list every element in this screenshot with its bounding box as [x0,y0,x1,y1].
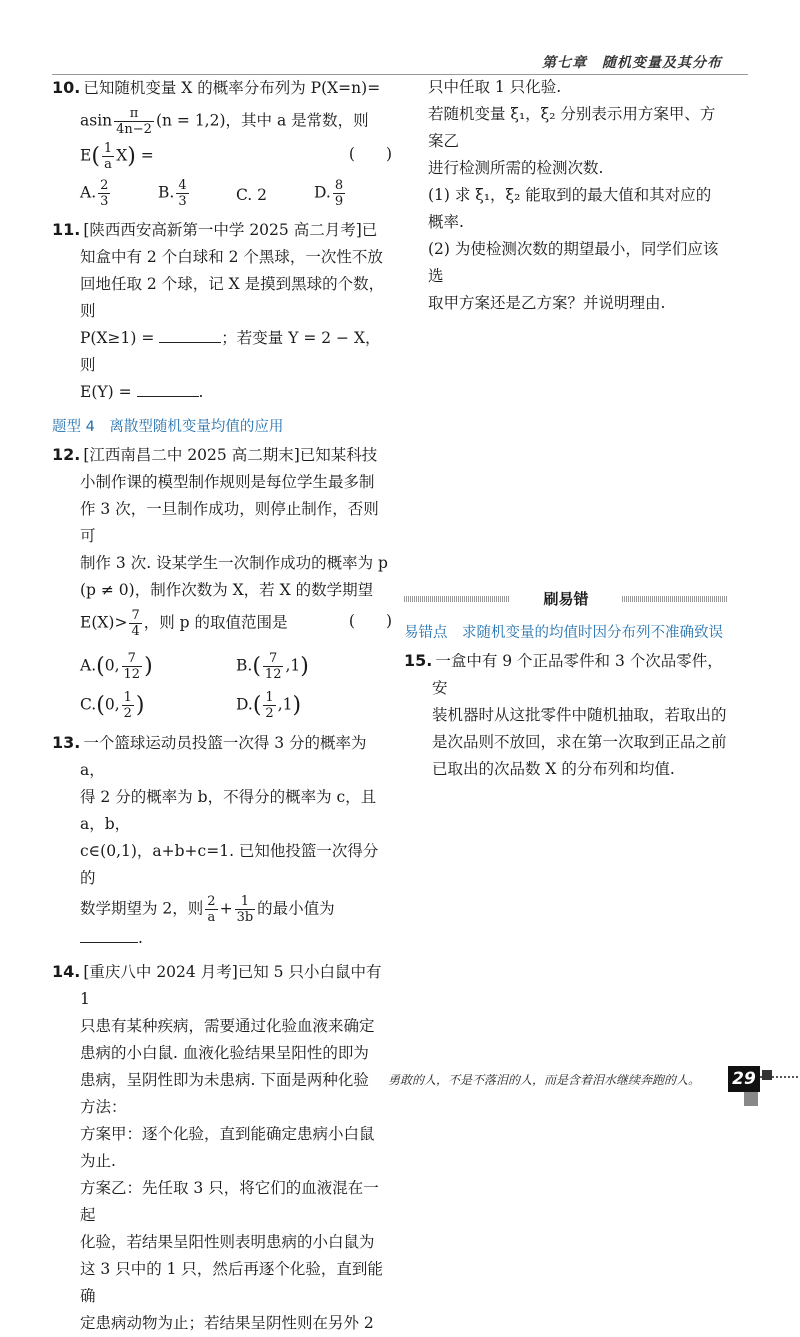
q12-options-row1 [52,651,392,682]
q14-cont-line6: (2) 为使检测次数的期望最小，同学们应该选 [428,240,719,285]
q14-line4: 患病，呈阴性即为未患病. 下面是两种化验 [80,1071,369,1089]
q14-line2: 只患有某种疾病，需要通过化验血液来确定 [80,1017,375,1035]
q12-line6b: ，则 p 的取值范围是 [143,613,288,632]
q11-line4b: ；若变量 Y = 2 − X，则 [80,329,381,374]
q12-answer-paren: ( ) [348,612,392,630]
q14-cont-line1: 只中任取 1 只化验. [428,78,562,96]
q14-cont-line3: 进行检测所需的检测次数. [428,159,604,177]
q11-line2: 知盒中有 2 个白球和 2 个黑球，一次性不放 [80,248,383,266]
q12-line4: 制作 3 次. 设某学生一次制作成功的概率为 p [80,554,388,572]
q13-line3: c∈(0,1)，a+b+c=1. 已知他投篮一次得分的 [80,842,379,887]
q12-option-c: C.(0, $\frac{1}{2}$ ) [80,690,145,721]
q11-line5a: E(Y) = [80,383,132,401]
q14-line10: 这 3 只中的 1 只，然后再逐个化验，直到能确 [80,1260,383,1305]
q14-line5: 方法： [80,1098,127,1116]
footer-square-dark [762,1070,772,1080]
q11-number: 11. [52,220,81,239]
q14-line7: 为止. [80,1152,116,1170]
q13-number: 13. [52,733,81,752]
q15-line4: 已取出的次品数 X 的分布列和均值. [432,760,675,778]
q12-option-d: D.( $\frac{1}{2}$ ,1) [236,690,302,721]
q10-option-b: B. $\frac{4}{3}$ [158,178,187,209]
error-point-title: 易错点 求随机变量的均值时因分布列不准确致误 [404,625,723,641]
q11-line1: [陕西西安高新第一中学 2025 高二月考]已 [83,221,378,239]
q14-line11: 定患病动物为止；若结果呈阴性则在另外 2 [80,1314,374,1332]
left-column [52,74,392,1337]
q13-fraction-1: $\frac{2}{a}$ [207,894,216,925]
q12-line5: (p ≠ 0)，制作次数为 X，若 X 的数学期望 [80,581,374,599]
q13-line1: 一个篮球运动员投篮一次得 3 分的概率为 a， [80,734,367,779]
q14-line8: 方案乙：先任取 3 只，将它们的血液混在一起 [80,1179,379,1224]
q10-option-d: D. $\frac{8}{9}$ [314,178,344,209]
question-11: 11. [陕西西安高新第一中学 2025 高二月考]已 知盒中有 2 个白球和 2 个黑球，一次性不放 回地任取 2 个球，记 X 是摸到黑球的个数，则 P(X≥1) = ；若变量 Y = 2 − X，则 E(Y) = . [52,216,392,406]
banner-rule-left [404,596,510,602]
q13-blank [80,928,138,943]
q12-line3: 作 3 次，一旦制作成功，则停止制作，否则可 [80,500,379,545]
q11-blank-2 [137,382,199,397]
q15-line1: 一盒中有 9 个正品零件和 3 个次品零件，安 [432,652,723,697]
question-14 [52,958,392,1337]
q12-option-b: B.( $\frac{7}{12}$ ,1) [236,651,309,682]
q15-line2: 装机器时从这批零件中随机抽取，若取出的 [432,706,727,724]
question-14-continued [428,74,730,317]
q14-line9: 化验，若结果呈阳性则表明患病的小白鼠为 [80,1233,375,1251]
q14-cont-line2: 若随机变量 ξ₁，ξ₂ 分别表示用方案甲、方案乙 [428,105,716,150]
q10-option-c: C. 2 [236,186,268,204]
question-13: 13. 一个篮球运动员投篮一次得 3 分的概率为 a， 得 2 分的概率为 b，不得分的概率为 c，且 a，b， c∈(0,1)，a+b+c=1. 已知他投篮一次得分的 数学期望为 2，则 $\frac{2}{a}$ + $\frac{1}{3b}$ 的最小值为. [52,729,392,952]
q12-line6a: E(X)> [80,613,128,632]
q10-answer-paren: ( ) [348,145,392,163]
chapter-header: 第七章 随机变量及其分布 [542,55,722,71]
q13-line4b: 的最小值为 [257,899,335,918]
question-12 [52,441,392,721]
q11-line3: 回地任取 2 个球，记 X 是摸到黑球的个数，则 [80,275,385,320]
q10-number: 10. [52,78,81,97]
q11-blank-1 [159,328,221,343]
q12-fraction: $\frac{7}{4}$ [131,608,140,639]
q10-option-a: A. $\frac{2}{3}$ [80,178,109,209]
q12-line2: 小制作课的模型制作规则是每位学生最多制 [80,473,375,491]
q14-cont-line7: 取甲方案还是乙方案？并说明理由. [428,294,666,312]
q10-options [52,178,392,212]
footer-square-gray [744,1092,758,1106]
q14-number: 14. [52,962,81,981]
q12-option-a: A.(0, $\frac{7}{12}$ ) [80,651,153,682]
q13-line4a: 数学期望为 2，则 [80,899,204,918]
section-title-4: 题型 4 离散型随机变量均值的应用 [52,419,284,435]
q15-line3: 是次品则不放回，求在第一次取到正品之前 [432,733,727,751]
q14-line6: 方案甲：逐个化验，直到能确定患病小白鼠 [80,1125,375,1143]
q10-line2: (n = 1,2)，其中 a 是常数，则 [155,111,369,130]
page-number: 29 [728,1066,760,1092]
q10-line1: 已知随机变量 X 的概率分布列为 P(X=n)= [83,79,381,97]
q10-expect-E: E [80,146,92,165]
q10-fraction: $\frac{\pi}{4n-2}$ [116,106,152,137]
banner-rule-right [622,596,728,602]
question-15 [404,647,734,783]
right-column [428,74,730,317]
q13-line2: 得 2 分的概率为 b，不得分的概率为 c，且 a，b， [80,788,377,833]
q14-line1: [重庆八中 2024 月考]已知 5 只小白鼠中有 1 [80,963,382,1008]
question-10: 10. 已知随机变量 X 的概率分布列为 P(X=n)= asin $\frac{\pi}{4n-2}$ (n = 1,2)，其中 a 是常数，则 E( $\frac{1}{a}$ X) = ( ) A. $\frac{2}{3}$ B. $\frac{4}{3}$ C. 2 D. $\frac{8}{9}$ [52,74,392,212]
q10-asin: asin [80,111,113,130]
banner-title: 刷易错 [543,590,589,608]
q11-line4a: P(X≥1) = [80,329,155,347]
q14-cont-line4: (1) 求 ξ₁，ξ₂ 能取到的最大值和其对应的 [428,186,712,204]
q15-number: 15. [404,651,433,670]
q12-line1: [江西南昌二中 2025 高二期末]已知某科技 [83,446,378,464]
error-banner [404,588,730,610]
error-section [404,620,734,783]
q12-number: 12. [52,445,81,464]
q14-cont-line5: 概率. [428,213,464,231]
q13-fraction-2: $\frac{1}{3b}$ [236,894,254,925]
q14-line3: 患病的小白鼠. 血液化验结果呈阳性的即为 [80,1044,369,1062]
q10-expect-fraction: $\frac{1}{a}$ [103,141,113,172]
q12-options-row2 [52,690,392,721]
footer-motto: 勇敢的人，不是不落泪的人，而是含着泪水继续奔跑的人。 [387,1073,700,1087]
